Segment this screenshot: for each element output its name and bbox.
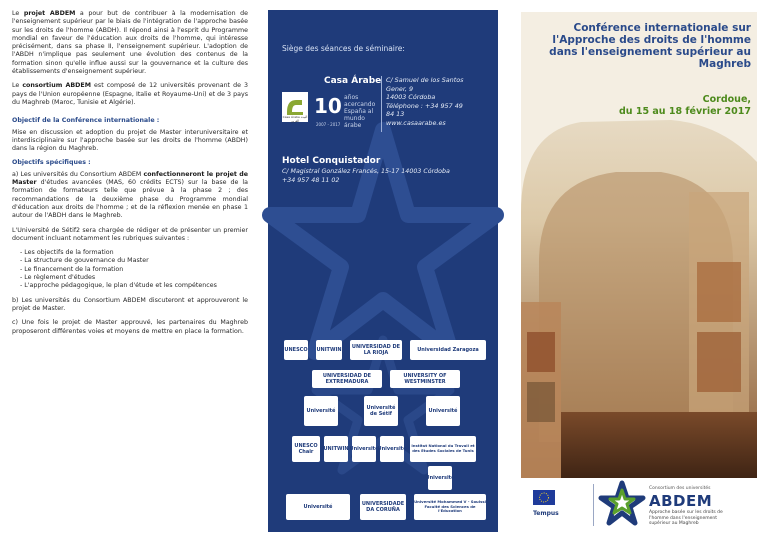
mosque-interior-photo (521, 12, 757, 478)
casa-arabe-logo-icon (282, 92, 308, 122)
hotel-name: Hotel Conquistador (282, 156, 381, 166)
cover-footer (521, 478, 757, 531)
address-line: C/ Samuel de los Santos (386, 76, 464, 84)
conference-dates: du 15 au 18 février 2017 (619, 106, 751, 117)
university-logo: Université (286, 494, 350, 520)
hotel-phone: +34 957 48 11 02 (282, 176, 340, 184)
list-item: - L'approche pédagogique, le plan d'étude et les compétences (20, 282, 217, 290)
specific-objectives-heading: Objectifs spécifiques : (12, 159, 91, 167)
intro-paragraph: Le projet ABDEM a pour but de contribuer à la modernisation de l'enseignement supérieur par le biais de l'intégration de l'approche basée sur les droits de l'homme (ABDH). Il répond ainsi à l'esprit du Programme mondial en faveur de l'éducation aux droits de l'homme, qui intéresse précisément, dans sa phase II, l'enseignement supérieur. L'adoption de l'ABDH n'implique pas seulement une évolution des contenus de la formation sinon qu'elle influe aussi sur la gouvernance et la culture des établissements d'enseignement supérieur. (12, 10, 248, 76)
conference-city: Cordoue, (702, 94, 751, 105)
address-line: C/ Magistral González Francés, 15-17 14003 Córdoba (282, 168, 450, 175)
abdem-wordmark: ABDEM (649, 492, 713, 510)
eu-flag-icon (533, 490, 555, 505)
casa-years: 2007 - 2017 (316, 122, 341, 127)
venue-panel (268, 10, 498, 532)
unitwin-logo: UNITWIN (316, 340, 342, 360)
list-item: - Les objectifs de la formation (20, 249, 114, 257)
conference-date-place (527, 94, 751, 118)
objective-heading: Objectif de la Conférence internationale : (12, 117, 160, 125)
unesco-logo: UNESCO (284, 340, 308, 360)
objective-c-paragraph: c) Une fois le projet de Master approuvé, les partenaires du Maghreb proposeront différentes voies et moyens de mettre en place la formation. (12, 319, 248, 335)
university-logo: Université (426, 396, 460, 426)
university-logo: Université (352, 436, 376, 462)
universite-mohammed-v-logo: Université Mohammed V - Souissi Faculté des Sciences de l'Education (414, 494, 486, 520)
unitwin-logo: UNITWIN (324, 436, 348, 462)
universidad-la-rioja-logo: UNIVERSIDAD DE LA RIOJA (350, 340, 402, 360)
objective-text: Mise en discussion et adoption du projet de Master interuniversitaire et interdisciplinaire sur l'approche basée sur les droits de l'homme (ABDH) dans la région du Maghreb. (12, 128, 248, 153)
list-item: - Le financement de la formation (20, 265, 124, 273)
casa-arabe-address (386, 76, 494, 127)
address-line: Téléphone : +34 957 49 (386, 101, 463, 110)
list-item: - Le règlement d'études (20, 274, 96, 282)
university-logo: Université (304, 396, 338, 426)
list-item: - La structure de gouvernance du Master (20, 257, 149, 265)
tempus-label: Tempus (533, 510, 559, 517)
university-logo: Université (380, 436, 404, 462)
universidad-zaragoza-logo: Universidad Zaragoza (410, 340, 486, 360)
setif-paragraph: L'Université de Sétif2 sera chargée de rédiger et de présenter un premier document incluant notamment les rubriques suivantes : (12, 226, 248, 242)
venue-heading: Siège des séances de séminaire: (282, 44, 405, 53)
university-logo: Université (428, 466, 452, 490)
cover-panel (521, 12, 757, 531)
objective-a-paragraph: a) Les universités du Consortium ABDEM confectionneront le projet de Master d'études avancées (MAS, 60 crédits ECTS) sur la base de la formation de formateurs telle que prévue à la phase 2 ; des recommandations de la deuxième phase du Programme mondial d'éducation aux droits de l'homme ; et de la réflexion menée en phase 1 autour de l'ABDH dans le Maghreb. (12, 170, 248, 220)
consortium-paragraph: Le consortium ABDEM est composé de 12 universités provenant de 3 pays de l'Union européenne (Espagne, Italie et Royaume-Uni) et de 3 pays du Maghreb (Maroc, Tunisie et Algérie). (12, 82, 249, 106)
casa-separator (381, 76, 382, 132)
universite-setif-logo: Université de Sétif (364, 396, 398, 426)
institut-travail-tunis-logo: Institut National du Travail et des Etudes Sociales de Tunis (410, 436, 476, 462)
casa-arabe-name: Casa Árabe (324, 76, 382, 86)
left-text-panel (12, 10, 248, 342)
university-westminster-logo: UNIVERSITY OF WESTMINSTER (390, 370, 460, 388)
address-line: 84 13 (386, 110, 405, 118)
hotel-address (282, 168, 494, 185)
address-line: Gener, 9 (386, 84, 414, 93)
unesco-chair-logo: UNESCO Chair (292, 436, 320, 462)
address-line: 14003 Córdoba (386, 93, 436, 101)
footer-divider (593, 484, 594, 526)
universidad-extremadura-logo: UNIVERSIDAD DE EXTREMADURA (312, 370, 382, 388)
rubriques-list (12, 249, 248, 290)
casa-website-link[interactable]: www.casaarabe.es (386, 118, 446, 127)
abdem-star-icon (599, 480, 645, 526)
conference-title: Conférence internationale sur l'Approche des droits de l'homme dans l'enseignement supérieur au Maghreb (549, 22, 751, 70)
abdem-consortium-label: Consortium des universités (649, 486, 711, 491)
objective-b-paragraph: b) Les universités du Consortium ABDEM discuteront et approuveront le projet de Master. (12, 296, 248, 312)
casa-logo-caption: Casa Árabe البيت العربي (282, 115, 308, 123)
casa-anniversary-caption: años acercando España al mundo árabe (344, 94, 376, 129)
universidade-coruna-logo: UNIVERSIDADE DA CORUÑA (360, 494, 406, 520)
casa-anniversary-number: 10 (314, 94, 342, 118)
abdem-description: Approche basée sur les droits de l'homme dans l'enseignement supérieur au Maghreb (649, 510, 723, 526)
